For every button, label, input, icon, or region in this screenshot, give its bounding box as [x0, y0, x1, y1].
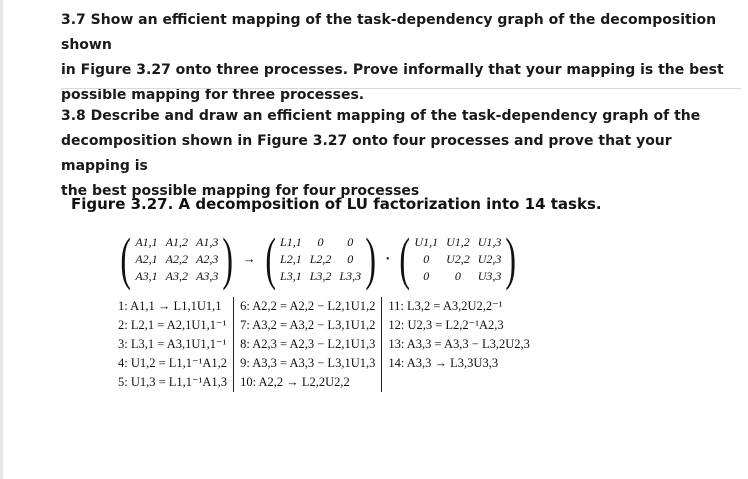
question-line: possible mapping for three processes.	[61, 87, 365, 103]
matrix-cell: 0	[347, 234, 354, 249]
task-step: 2: L2,1 = A2,1U1,1⁻¹	[118, 318, 227, 332]
matrix-cell: L3,3	[339, 268, 362, 283]
matrix-cell: 0	[423, 268, 430, 283]
matrix-cell: L3,2	[309, 268, 332, 283]
task-step: 12: U2,3 = L2,2⁻¹A2,3	[388, 318, 504, 332]
figure-title: Figure 3.27. A decomposition of LU factorization into 14 tasks.	[71, 195, 602, 213]
task-column	[381, 297, 536, 392]
matrix-cell: U1,1	[414, 234, 439, 249]
matrix-a	[135, 235, 218, 284]
task-step: 7: A3,2 = A3,2 − L3,1U1,2	[240, 318, 376, 332]
matrix-cell: A3,3	[196, 268, 219, 283]
matrix-cell: U1,3	[477, 234, 502, 249]
left-paren: (	[265, 226, 276, 291]
matrix-cell: A2,3	[196, 251, 219, 266]
left-paren: (	[120, 226, 131, 291]
task-step: 8: A2,3 = A2,3 − L2,1U1,3	[240, 337, 376, 351]
right-paren: )	[365, 226, 377, 291]
matrix-cell: L1,1	[280, 234, 302, 249]
task-step: 9: A3,3 = A3,3 − L3,1U1,3	[240, 356, 376, 370]
matrix-cell: U2,2	[446, 251, 470, 266]
right-paren: )	[505, 226, 517, 291]
page-edge	[0, 0, 3, 479]
question-3-7	[61, 8, 741, 108]
matrix-cell: L2,1	[280, 251, 302, 266]
matrix-cell: U3,3	[477, 268, 502, 283]
question-line: in Figure 3.27 onto three processes. Prove informally that your mapping is the best	[61, 62, 724, 78]
matrix-cell: A1,3	[196, 234, 219, 249]
task-step: 11: L3,2 = A3,2U2,2⁻¹	[388, 299, 503, 313]
task-step: 14: A3,3 → L3,3U3,3	[388, 356, 499, 370]
matrix-cell: A3,2	[165, 268, 189, 283]
question-line: 3.7 Show an efficient mapping of the task-dependency graph of the decomposition shown	[61, 12, 717, 53]
task-step: 3: L3,1 = A3,1U1,1⁻¹	[118, 337, 227, 351]
task-list	[112, 297, 536, 392]
left-paren: (	[399, 226, 411, 291]
matrix-cell: 0	[317, 234, 324, 249]
arrow-symbol: →	[242, 251, 256, 266]
matrix-cell: U2,3	[477, 251, 502, 266]
matrix-cell: A1,1	[135, 234, 158, 249]
matrix-cell: 0	[423, 251, 430, 266]
task-step: 4: U1,2 = L1,1⁻¹A1,2	[118, 356, 228, 370]
matrix-cell: U1,2	[446, 234, 470, 249]
matrix-cell: 0	[454, 268, 461, 283]
matrix-cell: 0	[347, 251, 354, 266]
question-line: decomposition shown in Figure 3.27 onto four processes and prove that your mapping is	[61, 133, 672, 174]
matrix-cell: L2,2	[309, 251, 332, 266]
matrix-cell: A2,2	[165, 251, 189, 266]
task-step: 6: A2,2 = A2,2 − L2,1U1,2	[240, 299, 376, 313]
matrix-cell: L3,1	[280, 268, 302, 283]
matrix-cell: A3,1	[135, 268, 158, 283]
task-step: 10: A2,2 → L2,2U2,2	[240, 375, 350, 389]
matrix-cell: A2,1	[135, 251, 158, 266]
lu-equation	[116, 228, 521, 290]
matrix-u	[414, 235, 501, 284]
task-step: 13: A3,3 = A3,3 − L3,2U2,3	[388, 337, 530, 351]
dot-symbol: ·	[384, 248, 392, 270]
task-column	[233, 297, 381, 392]
task-column	[112, 297, 233, 392]
question-3-8	[61, 104, 741, 204]
question-line: the best possible mapping for four processes	[61, 183, 420, 199]
right-paren: )	[222, 226, 234, 291]
matrix-cell: A1,2	[165, 234, 189, 249]
task-step: 5: U1,3 = L1,1⁻¹A1,3	[118, 375, 228, 389]
question-line: 3.8 Describe and draw an efficient mapping of the task-dependency graph of the	[61, 108, 701, 124]
matrix-l	[280, 235, 361, 284]
divider	[61, 88, 741, 89]
task-step: 1: A1,1 → L1,1U1,1	[118, 299, 222, 313]
